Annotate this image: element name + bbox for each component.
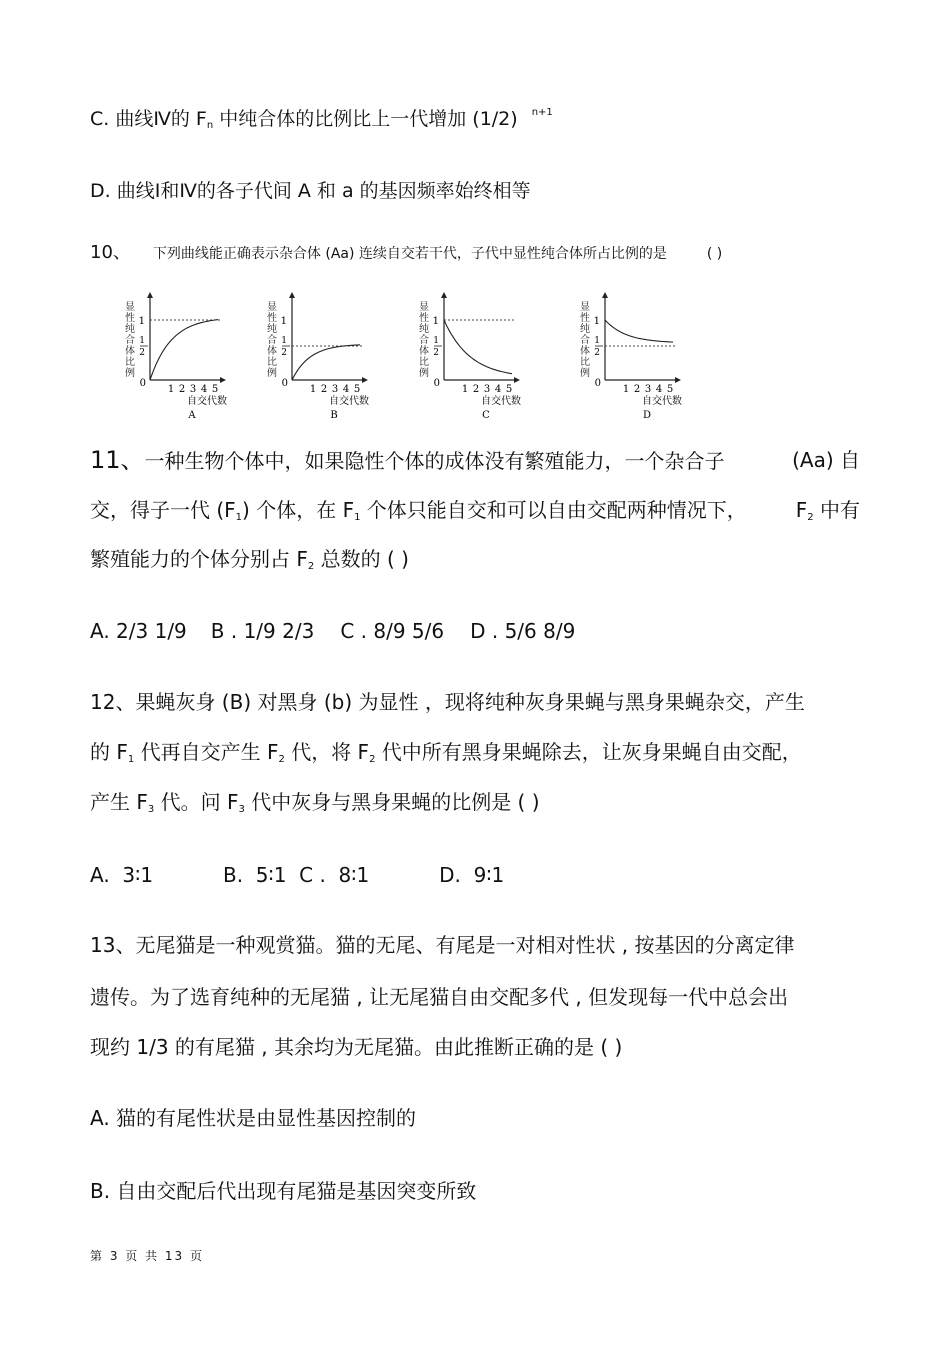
q12-line1: 12、果蝇灰身 (B) 对黑身 (b) 为显性 ，现将纯种灰身果蝇与黑身果蝇杂交，产生 xyxy=(90,690,805,714)
graph-a-tick: 3 xyxy=(189,384,197,395)
q12-line2: 的 $F_1$ 代再自交产生 $F_2$ 代，将 $F_2$ 代中所有黑身果蝇除去，让灰身果蝇自由交配， xyxy=(90,740,802,765)
graph-b-svg xyxy=(262,288,392,418)
q13-option-b: B. 自由交配后代出现有尾猫是基因突变所致 xyxy=(90,1179,477,1203)
q9-option-d: D. 曲线Ⅰ和Ⅳ的各子代间 A 和 a 的基因频率始终相等 xyxy=(90,180,531,202)
graph-a-origin: 0 xyxy=(139,378,146,389)
graph-a-ylabel-char: 比 xyxy=(125,357,135,368)
q11-option-b: B . 1/9 2/3 xyxy=(210,619,315,643)
graph-c-tick: 3 xyxy=(483,384,491,395)
graph-a-ymark-1: 1 xyxy=(138,316,145,327)
graph-a xyxy=(120,288,250,418)
graph-b-y-arrow xyxy=(289,292,295,298)
q13-line3: 现约 1/3 的有尾猫 , 其余均为无尾猫。由此推断正确的是 ( ) xyxy=(90,1035,623,1059)
graph-d-svg xyxy=(575,288,705,418)
graph-b-tick: 2 xyxy=(320,384,328,395)
graph-b-x-arrow xyxy=(362,377,368,383)
q11-line3: 繁殖能力的个体分别占 $F_2$ 总数的 ( ) xyxy=(90,547,409,572)
graph-d-tick: 3 xyxy=(644,384,652,395)
graph-d-ylabel-char: 纯 xyxy=(580,324,590,335)
graph-c-y-arrow xyxy=(441,292,447,298)
graph-c-tick: 5 xyxy=(505,384,513,395)
graph-c-ylabel-char: 体 xyxy=(419,346,429,357)
graph-b-ylabel-char: 比 xyxy=(267,357,277,368)
q11-options xyxy=(90,617,575,645)
graph-d-ylabel-char: 体 xyxy=(580,346,590,357)
graph-b-tick: 4 xyxy=(342,384,350,395)
graph-d-tick: 4 xyxy=(655,384,663,395)
graph-b-ymark-half-den: 2 xyxy=(281,348,287,358)
graph-b-tick: 1 xyxy=(309,384,317,395)
graph-d-tick: 5 xyxy=(666,384,674,395)
q11-option-c: C . 8/9 5/6 xyxy=(340,619,445,643)
graph-c-ylabel-char: 显 xyxy=(419,302,429,313)
graph-a-ylabel-char: 例 xyxy=(125,368,135,379)
graph-d-ylabel-char: 显 xyxy=(580,302,590,313)
graph-c-tick: 4 xyxy=(494,384,502,395)
graph-c-label: C xyxy=(482,410,490,418)
graph-c-ymark-1: 1 xyxy=(432,316,439,327)
q11-line1: 11、一种生物个体中，如果隐性个体的成体没有繁殖能力，一个杂合子 (Aa) 自 xyxy=(90,446,860,474)
graph-b-ylabel-char: 合 xyxy=(267,335,277,346)
graph-a-x-arrow xyxy=(220,377,226,383)
graph-b-ylabel-char: 体 xyxy=(267,346,277,357)
q11-option-d: D . 5/6 8/9 xyxy=(470,619,576,643)
graph-b xyxy=(262,288,392,418)
graph-a-ylabel-char: 性 xyxy=(125,313,135,324)
q13-option-a: A. 猫的有尾性状是由显性基因控制的 xyxy=(90,1106,417,1130)
q10-stem: 10、 下列曲线能正确表示杂合体 (Aa) 连续自交若干代，子代中显性纯合体所占比例的是 ( ) xyxy=(90,242,723,263)
graph-a-svg xyxy=(120,288,250,418)
graph-c xyxy=(414,288,544,418)
graph-d-xlabel: 自交代数 xyxy=(642,396,682,407)
graph-c-tick: 2 xyxy=(472,384,480,395)
q12-options: A. 3∶1 B. 5∶1 C . 8∶1 D. 9∶1 xyxy=(90,863,505,887)
graph-a-tick: 1 xyxy=(167,384,175,395)
graph-c-ymark-half-num: 1 xyxy=(433,336,439,346)
graph-b-ymark-half-num: 1 xyxy=(281,336,287,346)
q13-line1: 13、无尾猫是一种观赏猫。猫的无尾、有尾是一对相对性状 , 按基因的分离定律 xyxy=(90,933,795,957)
graph-a-ylabel-char: 体 xyxy=(125,346,135,357)
graph-a-tick: 2 xyxy=(178,384,186,395)
graph-d-curve xyxy=(605,320,673,342)
graph-c-ylabel-char: 性 xyxy=(419,313,429,324)
q11-option-a: A. 2/3 1/9 xyxy=(90,619,187,643)
graph-b-label: B xyxy=(330,410,338,418)
graph-d-ymark-1: 1 xyxy=(593,316,600,327)
graph-c-x-arrow xyxy=(514,377,520,383)
graph-c-ylabel-char: 合 xyxy=(419,335,429,346)
graph-b-ylabel-char: 例 xyxy=(267,368,277,379)
graph-a-ymark-half-num: 1 xyxy=(139,336,145,346)
graph-c-svg xyxy=(414,288,544,418)
graph-c-ymark-half-den: 2 xyxy=(433,348,439,358)
graph-d-y-arrow xyxy=(602,292,608,298)
graph-a-tick: 4 xyxy=(200,384,208,395)
graph-b-curve xyxy=(292,345,360,380)
graph-d-ylabel-char: 合 xyxy=(580,335,590,346)
graph-a-xlabel: 自交代数 xyxy=(187,396,227,407)
graph-a-curve xyxy=(150,320,218,380)
graph-d-ymark-half-num: 1 xyxy=(594,336,600,346)
graph-a-tick: 5 xyxy=(211,384,219,395)
graph-b-xlabel: 自交代数 xyxy=(329,396,369,407)
graph-d-ylabel-char: 例 xyxy=(580,368,590,379)
graph-a-ylabel-char: 纯 xyxy=(125,324,135,335)
graph-a-ymark-half-den: 2 xyxy=(139,348,145,358)
graph-c-ylabel-char: 纯 xyxy=(419,324,429,335)
graph-d-x-arrow xyxy=(675,377,681,383)
graph-d-ylabel-char: 性 xyxy=(580,313,590,324)
graph-b-ylabel-char: 性 xyxy=(267,313,277,324)
graph-d-origin: 0 xyxy=(594,378,601,389)
graph-b-origin: 0 xyxy=(281,378,288,389)
graph-c-ylabel-char: 比 xyxy=(419,357,429,368)
graph-a-label: A xyxy=(188,410,196,418)
graph-c-xlabel: 自交代数 xyxy=(481,396,521,407)
graph-b-ylabel-char: 纯 xyxy=(267,324,277,335)
graph-a-y-arrow xyxy=(147,292,153,298)
graph-d-ylabel-char: 比 xyxy=(580,357,590,368)
q12-line3: 产生 $F_3$ 代。问 $F_3$ 代中灰身与黑身果蝇的比例是 ( ) xyxy=(90,790,540,815)
graph-d-tick: 1 xyxy=(622,384,630,395)
graph-d xyxy=(575,288,705,418)
graph-d-tick: 2 xyxy=(633,384,641,395)
q11-line2: 交，得子一代 $(F_1)$ 个体，在 $F_1$ 个体只能自交和可以自由交配两种情况下， $F_2$ 中有 xyxy=(90,498,860,523)
graph-a-ylabel-char: 显 xyxy=(125,302,135,313)
graph-b-ylabel-char: 显 xyxy=(267,302,277,313)
q9-option-c: C. 曲线Ⅳ的 $F_n$ 中纯合体的比例比上一代增加 (1/2) $^{n+1}$ xyxy=(90,107,553,131)
graph-b-ymark-1: 1 xyxy=(280,316,287,327)
graph-c-curve xyxy=(444,320,512,374)
graph-b-tick: 3 xyxy=(331,384,339,395)
graph-d-ymark-half-den: 2 xyxy=(594,348,600,358)
q13-line2: 遗传。为了选育纯种的无尾猫 , 让无尾猫自由交配多代 , 但发现每一代中总会出 xyxy=(90,985,789,1009)
page-footer: 第 3 页 共 13 页 xyxy=(90,1249,204,1263)
graph-d-label: D xyxy=(642,410,652,418)
graph-c-ylabel-char: 例 xyxy=(419,368,429,379)
graph-a-ylabel-char: 合 xyxy=(125,335,135,346)
graph-b-tick: 5 xyxy=(353,384,361,395)
graph-c-tick: 1 xyxy=(461,384,469,395)
graph-c-origin: 0 xyxy=(433,378,440,389)
